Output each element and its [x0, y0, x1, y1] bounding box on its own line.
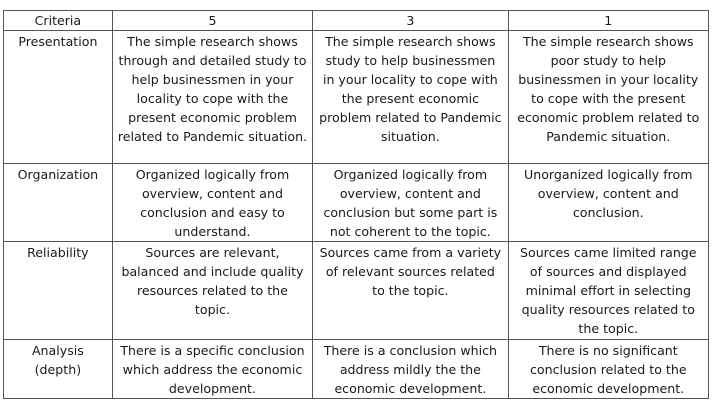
score-1-cell: The simple research shows poor study to help businessmen in your locality to cope with the present economic problem related to Pandemic situation.: [508, 31, 708, 164]
score-3-cell: Organized logically from overview, content and conclusion but some part is not coherent to the topic.: [313, 164, 508, 242]
header-row: [4, 11, 709, 31]
criteria-cell: Analysis (depth): [4, 340, 113, 399]
criteria-cell: Reliability: [4, 242, 113, 340]
header-score-5: 5: [112, 11, 312, 31]
rubric-table: [3, 10, 709, 399]
score-5-cell: Organized logically from overview, content and conclusion and easy to understand.: [112, 164, 312, 242]
score-3-cell: The simple research shows study to help businessmen in your locality to cope with the present economic problem related to Pandemic situation.: [313, 31, 508, 164]
score-3-cell: Sources came from a variety of relevant sources related to the topic.: [313, 242, 508, 340]
score-1-cell: Sources came limited range of sources and displayed minimal effort in selecting quality resources related to the topic.: [508, 242, 708, 340]
criteria-cell: Organization: [4, 164, 113, 242]
table-row: [4, 242, 709, 340]
criteria-cell: Presentation: [4, 31, 113, 164]
score-1-cell: Unorganized logically from overview, content and conclusion.: [508, 164, 708, 242]
score-5-cell: Sources are relevant, balanced and include quality resources related to the topic.: [112, 242, 312, 340]
header-score-3: 3: [313, 11, 508, 31]
table-row: [4, 31, 709, 164]
table-row: [4, 164, 709, 242]
score-1-cell: There is no significant conclusion related to the economic development.: [508, 340, 708, 399]
table-row: [4, 340, 709, 399]
score-5-cell: The simple research shows through and detailed study to help businessmen in your locality to cope with the present economic problem related to Pandemic situation.: [112, 31, 312, 164]
score-5-cell: There is a specific conclusion which address the economic development.: [112, 340, 312, 399]
header-criteria: Criteria: [4, 11, 113, 31]
score-3-cell: There is a conclusion which address mildly the the economic development.: [313, 340, 508, 399]
header-score-1: 1: [508, 11, 708, 31]
